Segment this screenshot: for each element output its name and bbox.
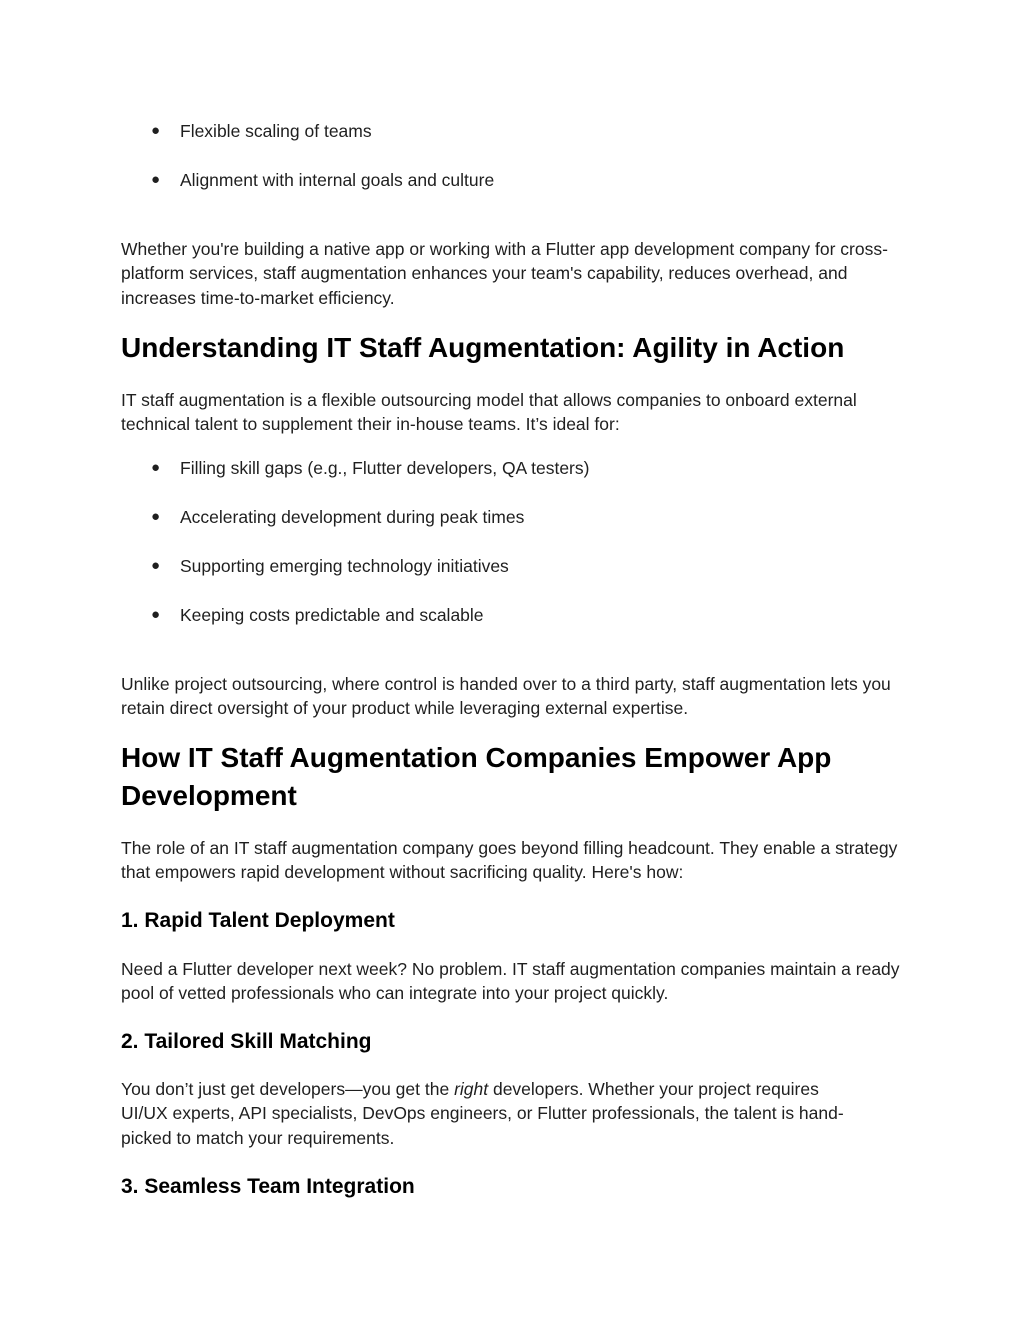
intro-paragraph: Whether you're building a native app or working with a Flutter app development company for cross-platform services, staff augmentation enhances your team's capability, reduces overhead, and increases time-to-market efficiency. bbox=[121, 239, 888, 308]
list-item bbox=[121, 603, 911, 627]
skill-matching-text-end: developers. Whether your project requires UI/UX experts, API specialists, DevOps engineers, or Flutter professionals, the talent is hand-picked to match your requirements. bbox=[121, 1079, 844, 1148]
section-heading-how: How IT Staff Augmentation Companies Empower App Development bbox=[121, 742, 832, 811]
list-item-text: Keeping costs predictable and scalable bbox=[180, 605, 484, 625]
use-cases-list bbox=[121, 456, 911, 627]
bullet-icon: ● bbox=[151, 122, 161, 139]
skill-matching-paragraph bbox=[121, 1077, 861, 1150]
subheading-rapid-deployment: 1. Rapid Talent Deployment bbox=[121, 909, 395, 932]
subheading-skill-matching: 2. Tailored Skill Matching bbox=[121, 1030, 372, 1053]
list-item-text: Accelerating development during peak times bbox=[180, 507, 525, 527]
role-paragraph: The role of an IT staff augmentation company goes beyond filling headcount. They enable a strategy that empowers rapid development without sacrificing quality. Here's how: bbox=[121, 838, 898, 883]
bullet-icon: ● bbox=[151, 171, 161, 188]
list-item bbox=[121, 119, 911, 143]
list-item bbox=[121, 168, 911, 192]
list-item-text: Supporting emerging technology initiatives bbox=[180, 556, 509, 576]
bullet-icon: ● bbox=[151, 508, 161, 525]
skill-matching-text-start: You don’t just get developers—you get the bbox=[121, 1079, 455, 1099]
bullet-icon: ● bbox=[151, 459, 161, 476]
subheading-team-integration: 3. Seamless Team Integration bbox=[121, 1175, 415, 1198]
list-item bbox=[121, 505, 911, 529]
skill-matching-emphasis: right bbox=[454, 1079, 489, 1099]
rapid-deployment-paragraph: Need a Flutter developer next week? No problem. IT staff augmentation companies maintain a ready pool of vetted professionals who can integrate into your project quickly. bbox=[121, 959, 900, 1004]
bullet-icon: ● bbox=[151, 557, 161, 574]
list-item bbox=[121, 554, 911, 578]
bullet-icon: ● bbox=[151, 606, 161, 623]
benefits-list bbox=[121, 119, 911, 192]
section-heading-understanding: Understanding IT Staff Augmentation: Agility in Action bbox=[121, 332, 845, 363]
list-item-text: Alignment with internal goals and culture bbox=[180, 170, 495, 190]
understanding-paragraph: IT staff augmentation is a flexible outsourcing model that allows companies to onboard external technical talent to supplement their in-house teams. It’s ideal for: bbox=[121, 390, 857, 435]
list-item bbox=[121, 456, 911, 480]
list-item-text: Flexible scaling of teams bbox=[180, 121, 372, 141]
unlike-paragraph: Unlike project outsourcing, where control is handed over to a third party, staff augmentation lets you retain direct oversight of your product while leveraging external expertise. bbox=[121, 674, 891, 719]
list-item-text: Filling skill gaps (e.g., Flutter developers, QA testers) bbox=[180, 458, 590, 478]
